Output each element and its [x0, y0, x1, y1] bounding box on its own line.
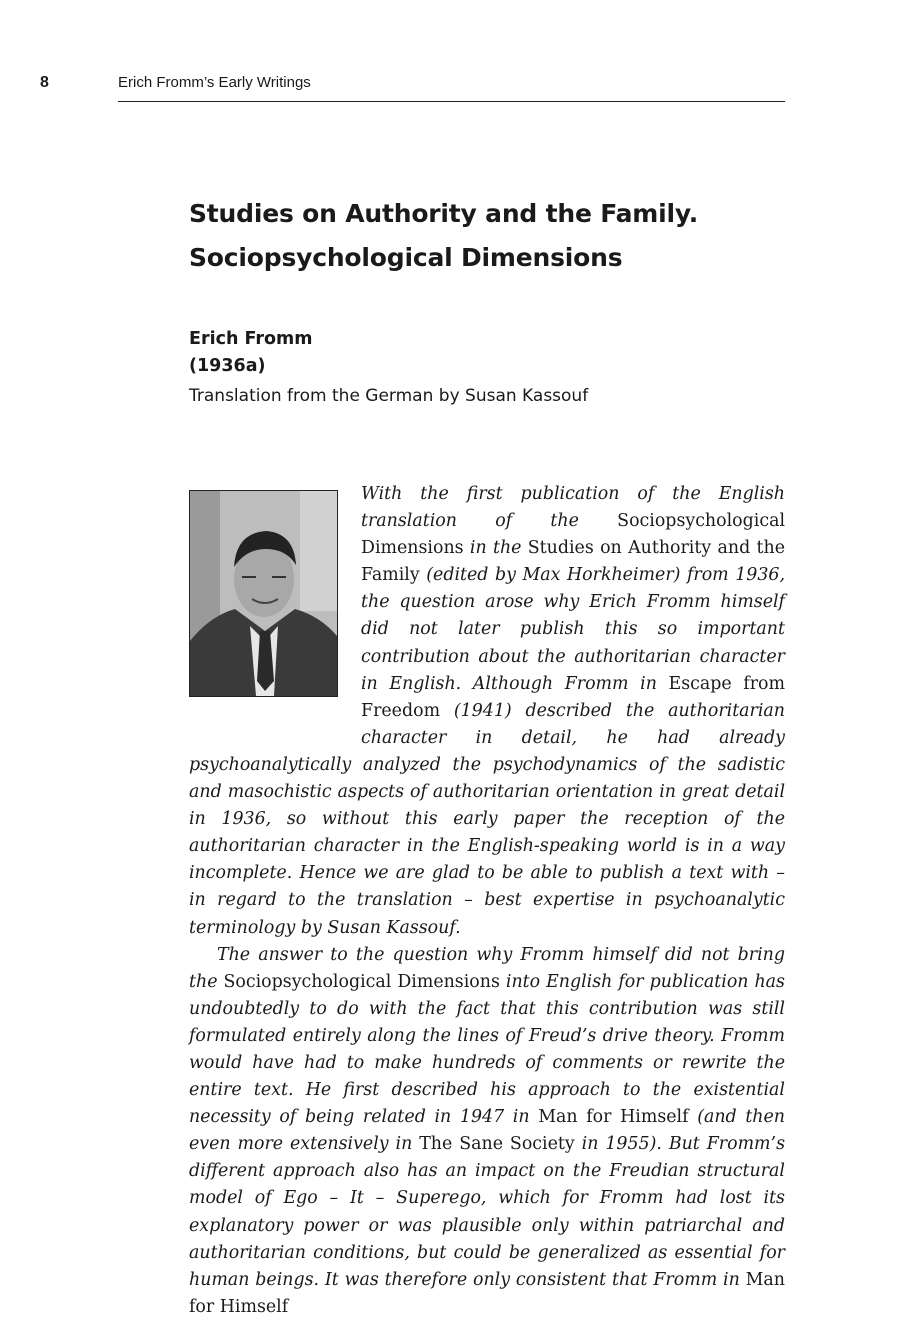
paragraph-2: The answer to the question why Fromm himself did not bring the Sociopsychological Dimensions into English for publication has undoubtedly to do with the fact that this contribution was still formulated entirely along the lines of Freud’s drive theory. Fromm would have had to make hundreds of comments or rewrite the entire text. He first described his approach to the existential necessity of being related in 1947 in Man for Himself (and then even more extensively in The Sane Society in 1955). But Fromm’s different approach also has an impact on the Freudian structural model of Ego – It – Superego, which for Fromm had lost its explanatory power or was plausible only within patriarchal and authoritarian conditions, but could be generalized as essential for human beings. It was therefore only consistent that Fromm in Man for Himself [189, 944, 785, 1317]
header-rule [118, 101, 785, 102]
author-portrait-photo [189, 490, 338, 697]
chapter-title-line-2: Sociopsychological Dimensions [189, 243, 623, 272]
publication-year: (1936a) [189, 356, 266, 376]
portrait-photo-icon [190, 491, 337, 696]
chapter-title-line-1: Studies on Authority and the Family. [189, 199, 698, 228]
author-block [189, 326, 312, 380]
page-header [0, 0, 916, 110]
translation-credit: Translation from the German by Susan Kassouf [189, 386, 589, 406]
running-head: Erich Fromm’s Early Writings [118, 74, 311, 91]
chapter-title [189, 192, 789, 280]
author-name: Erich Fromm [189, 329, 313, 349]
paragraph-1: With the first publication of the English translation of the Sociopsychological Dimensions in the Studies on Authority and the Family (edited by Max Horkheimer) from 1936, the question arose why Erich Fromm himself did not later publish this so important contribution about the authoritarian character in English. Although Fromm in Escape from Freedom (1941) described the authoritarian character in detail, he had already psychoanalytically analyzed the psychodynamics of the sadistic and masochistic aspects of authoritarian orientation in great detail in 1936, so without this early paper the reception of the authoritarian character in the English-speaking world is in a way incomplete. Hence we are glad to be able to publish a text with – in regard to the translation – best expertise in psychoanalytic terminology by Susan Kassouf. [189, 484, 786, 938]
page-number: 8 [40, 74, 49, 91]
